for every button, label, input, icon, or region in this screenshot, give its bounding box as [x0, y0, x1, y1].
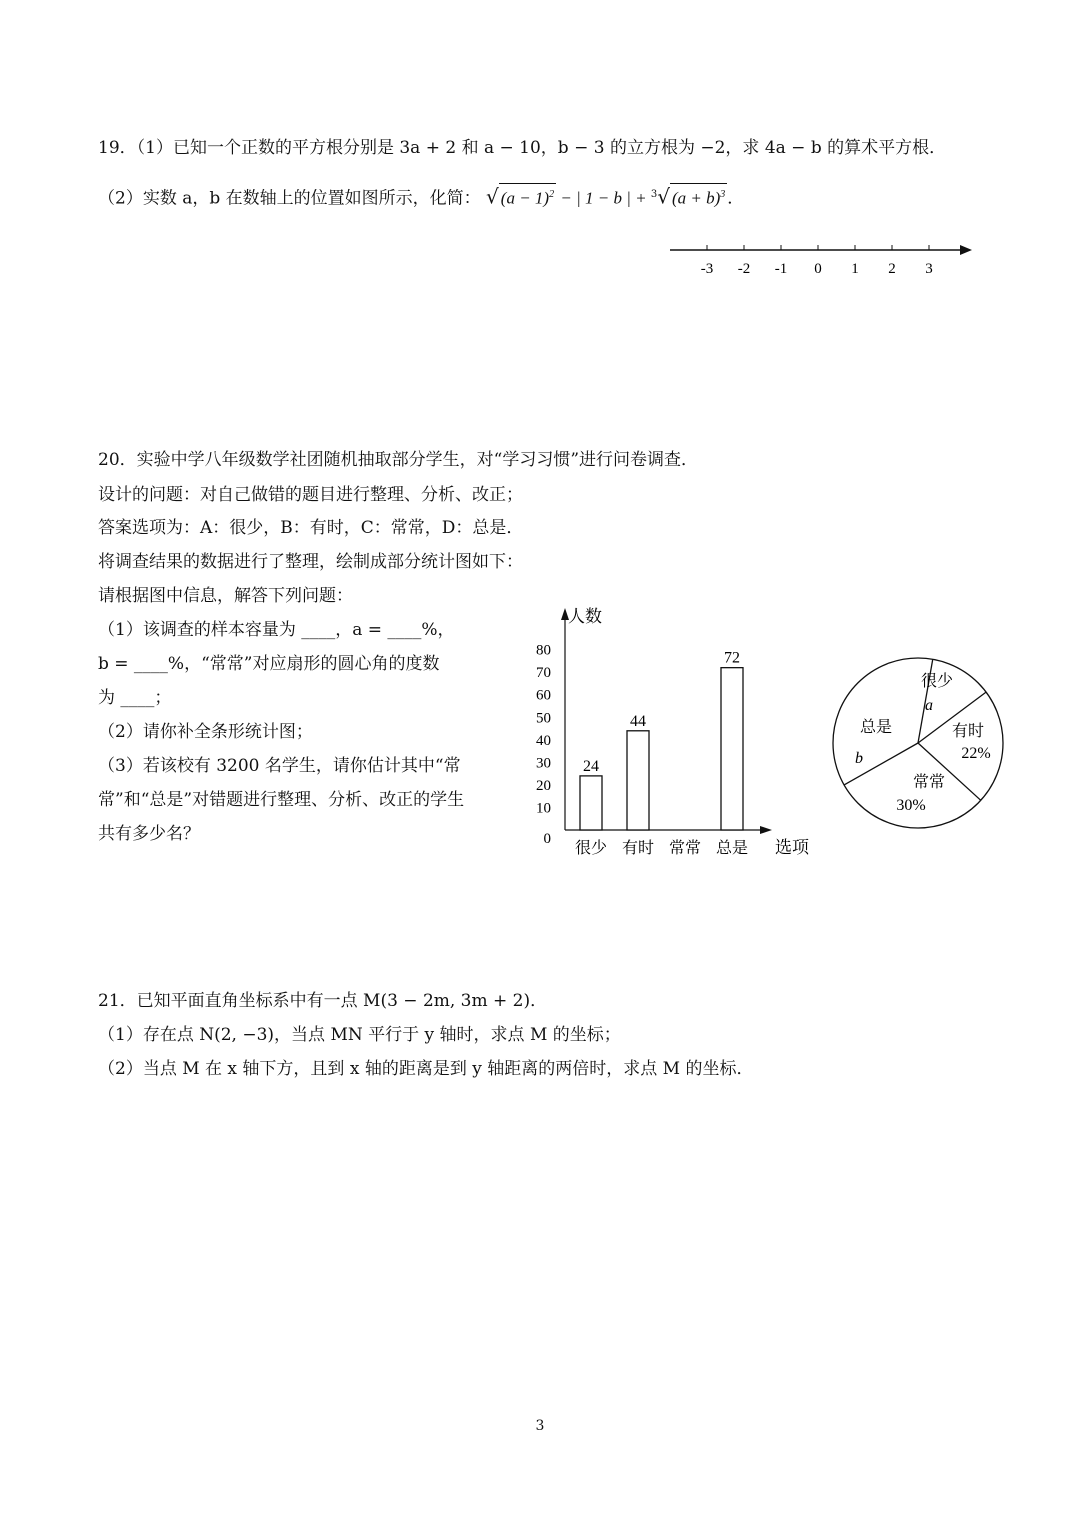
number-line-tick-label: -1	[774, 261, 788, 277]
x-tick-label: 常常	[668, 838, 702, 857]
number-line-tick-label: -3	[700, 261, 714, 277]
page-number: 3	[535, 1418, 545, 1434]
q21-stem: 21．已知平面直角坐标系中有一点 M(3 − 2m, 3m + 2)．	[98, 991, 548, 1011]
cube-exponent: 3	[720, 189, 726, 200]
bar-value-label: 72	[724, 649, 740, 667]
pie-slice-label: 常常	[912, 772, 946, 791]
q20-part1-line2: b = ____%，“常常”对应扇形的圆心角的度数	[98, 654, 440, 674]
pie-slice-value: 30%	[896, 797, 926, 814]
q20-intro: 20．实验中学八年级数学社团随机抽取部分学生，对“学习习惯”进行问卷调查．	[98, 450, 699, 470]
radical-sign-cube: √	[657, 184, 670, 209]
q19-part1: 19．（1）已知一个正数的平方根分别是 3a + 2 和 a − 10，b − 3 的立方根为 −2，求 4a − b 的算术平方根．	[98, 138, 947, 158]
q20-part3-line3: 共有多少名？	[98, 824, 200, 844]
q20-options: 答案选项为：A：很少，B：有时，C：常常，D：总是．	[98, 518, 524, 538]
number-line	[660, 235, 980, 285]
x-tick-label: 很少	[574, 838, 608, 857]
q21-part2: （2）当点 M 在 x 轴下方，且到 x 轴的距离是到 y 轴距离的两倍时，求点 M 的坐标．	[98, 1059, 754, 1079]
sqrt-exponent: 2	[549, 189, 555, 200]
y-tick-label: 50	[536, 710, 551, 727]
number-line-tick-label: 2	[888, 261, 896, 277]
q20-part3-line1: （3）若该校有 3200 名学生，请你估计其中“常	[98, 756, 461, 776]
x-tick-label: 总是	[715, 838, 749, 857]
radical-sign: √	[486, 184, 499, 209]
number-line-tick-label: 0	[814, 261, 822, 277]
pie-slice-value: b	[855, 750, 863, 767]
expr-middle: − | 1 − b | +	[556, 188, 651, 208]
bar	[627, 731, 649, 830]
y-tick-label: 0	[543, 831, 551, 847]
bar	[580, 776, 602, 830]
bar-chart	[520, 600, 820, 865]
pie-slice-label: 总是	[859, 717, 893, 736]
sqrt-expression	[499, 183, 556, 210]
pie-chart	[825, 650, 1015, 840]
cube-base: (a + b)	[671, 188, 721, 208]
x-tick-label: 有时	[621, 838, 655, 857]
number-line-tick-label: 1	[851, 261, 859, 277]
pie-slice-value: a	[925, 697, 933, 714]
q20-part3-line2: 常”和“总是”对错题进行整理、分析、改正的学生	[98, 790, 465, 810]
q20-part1-line3: 为 ____；	[98, 688, 172, 708]
q20-organize: 将调查结果的数据进行了整理，绘制成部分统计图如下：	[98, 552, 523, 572]
q21-part1: （1）存在点 N(2, −3)，当点 MN 平行于 y 轴时，求点 M 的坐标；	[98, 1025, 621, 1045]
x-axis-arrow	[760, 826, 772, 834]
y-axis-label: 人数	[568, 607, 602, 627]
sqrt-base: (a − 1)	[500, 188, 550, 208]
q20-design: 设计的问题：对自己做错的题目进行整理、分析、改正；	[98, 485, 523, 505]
number-line-tick-label: -2	[737, 261, 751, 277]
number-line-tick-label: 3	[925, 261, 933, 277]
cube-root-index: 3	[650, 189, 658, 200]
cube-root-expression	[670, 183, 727, 210]
q20-part2: （2）请你补全条形统计图；	[98, 722, 313, 742]
pie-slice-value: 22%	[961, 745, 991, 762]
q20-part1-line1: （1）该调查的样本容量为 ____，a = ____%，	[98, 620, 455, 640]
y-tick-label: 30	[536, 755, 551, 772]
bar-value-label: 24	[583, 757, 599, 775]
bar-value-label: 44	[630, 712, 646, 730]
y-tick-label: 60	[536, 687, 551, 704]
x-axis-label: 选项	[775, 838, 809, 858]
y-tick-label: 20	[536, 777, 551, 794]
pie-slice-label: 有时	[951, 721, 985, 740]
pie-slice-label: 很少	[920, 671, 954, 690]
q19-part2	[98, 183, 744, 210]
y-tick-label: 80	[536, 642, 551, 659]
q19-part2-prefix: （2）实数 a，b 在数轴上的位置如图所示，化简：	[98, 188, 481, 209]
y-tick-label: 40	[536, 732, 551, 749]
bar	[721, 668, 743, 830]
q19-part2-suffix: ．	[727, 188, 745, 209]
number-line-arrow	[960, 245, 972, 255]
q20-instruction: 请根据图中信息，解答下列问题：	[98, 586, 353, 606]
y-tick-label: 70	[536, 665, 551, 682]
y-tick-label: 10	[536, 800, 551, 817]
